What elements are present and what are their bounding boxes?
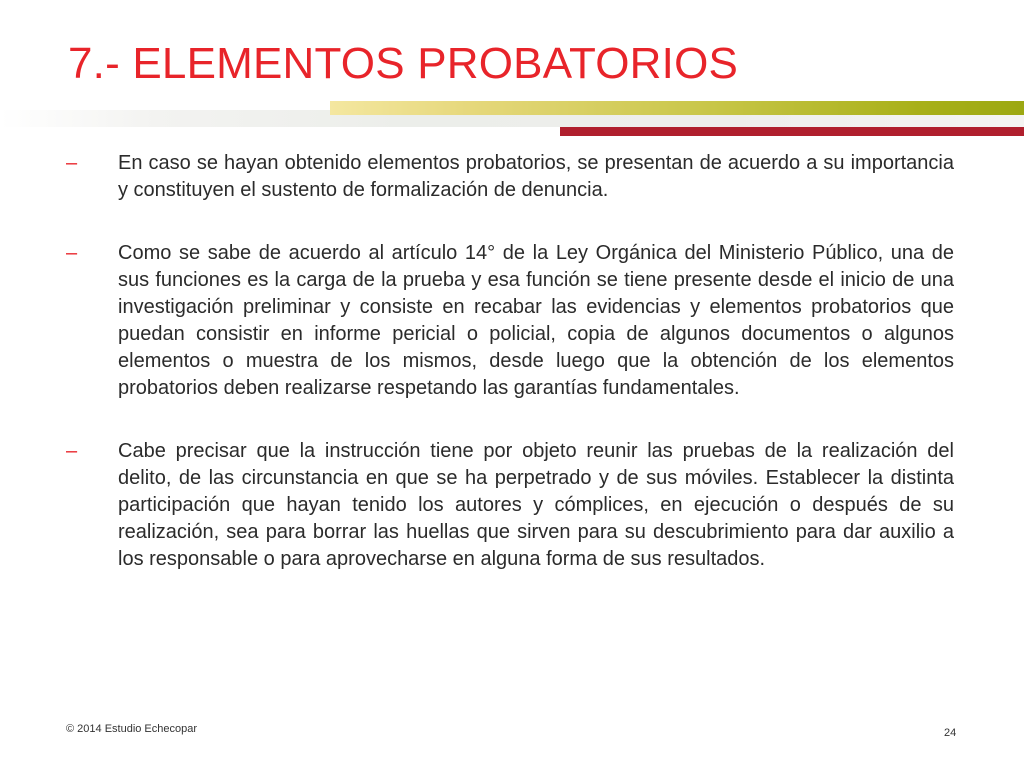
slide-title: 7.- ELEMENTOS PROBATORIOS: [68, 39, 739, 88]
bullet-item: [0, 240, 1024, 402]
bullet-dash: –: [66, 440, 78, 462]
page-number: 24: [944, 727, 957, 739]
bullet-text: Cabe precisar que la instrucción tiene por objeto reunir las pruebas de la realización del delito, de las circunstancia en que se ha perpetrado y de sus móviles. Establecer la distinta participación que hayan tenido los autores y cómplices, en ejecución o después de su realización, sea para borrar las huellas que sirven para su descubrimiento para dar auxilio a los responsable o para aprovecharse en alguna forma de sus resultados.: [118, 440, 954, 570]
bullet-dash: –: [66, 152, 78, 174]
bullet-dash: –: [66, 242, 78, 264]
footer-copyright: © 2014 Estudio Echecopar: [66, 723, 198, 735]
bullet-item: [0, 150, 1024, 204]
bullet-item: [0, 438, 1024, 573]
bullet-text: Como se sabe de acuerdo al artículo 14° de la Ley Orgánica del Ministerio Público, una de sus funciones es la carga de la prueba y esa función se tiene presente desde el inicio de una investigación preliminar y consiste en recabar las evidencias y elementos probatorios que puedan consistir en informe pericial o policial, copia de algunos documentos o algunos elementos o muestra de los mismos, desde luego que la obtención de los elementos probatorios deben realizarse respetando las garantías fundamentales.: [118, 242, 954, 399]
header-divider-olive: [330, 101, 1024, 115]
header-divider-red: [560, 127, 1024, 136]
bullet-text: En caso se hayan obtenido elementos probatorios, se presentan de acuerdo a su importancia y constituyen el sustento de formalización de denuncia.: [118, 152, 954, 201]
slide-content: [0, 150, 1024, 609]
